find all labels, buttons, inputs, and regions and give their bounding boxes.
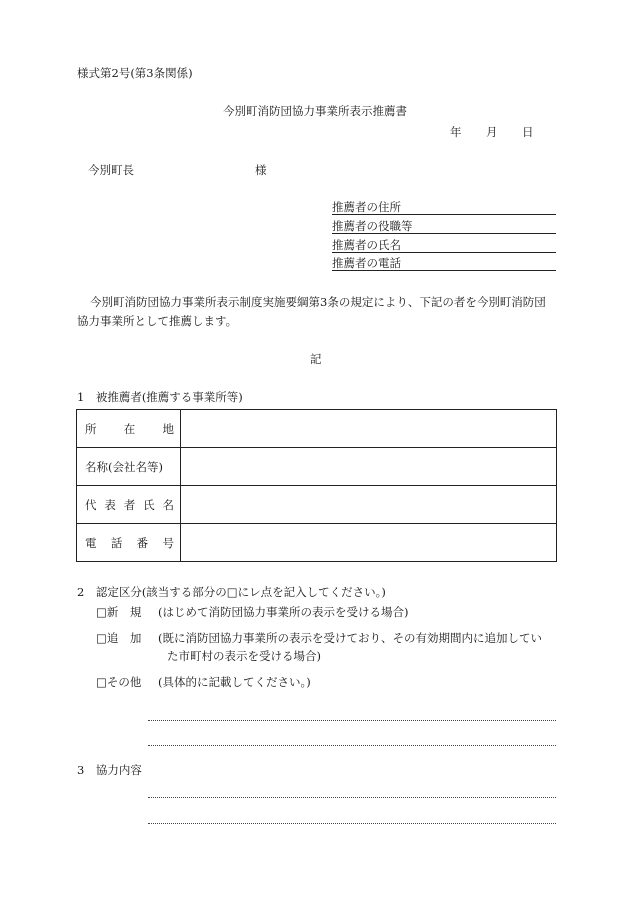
label-cell bbox=[77, 524, 181, 562]
date-day: 日 bbox=[522, 125, 534, 139]
option-add-label: 追 加 bbox=[106, 631, 142, 645]
section-1-heading: 1 被推薦者(推薦する事業所等) bbox=[77, 390, 243, 404]
recommender-address-label: 推薦者の住所 bbox=[332, 200, 401, 214]
table-row bbox=[77, 524, 557, 562]
label-char: 表 bbox=[104, 497, 116, 512]
label-char: 名 bbox=[162, 497, 174, 512]
recommender-phone-field[interactable] bbox=[332, 256, 556, 271]
checkbox-new[interactable]: □ bbox=[96, 605, 107, 619]
label-cell bbox=[77, 486, 181, 524]
form-number: 様式第2号(第3条関係) bbox=[77, 66, 193, 80]
other-detail-line-2[interactable] bbox=[148, 745, 556, 746]
label-char: 番 bbox=[136, 535, 149, 550]
ki-heading: 記 bbox=[310, 352, 322, 366]
table-row bbox=[77, 486, 557, 524]
label-char: 地 bbox=[162, 421, 174, 436]
table-row bbox=[77, 448, 557, 486]
other-detail-line-1[interactable] bbox=[148, 720, 556, 721]
recommender-name-field[interactable] bbox=[332, 238, 556, 253]
option-other bbox=[96, 675, 141, 689]
label-location bbox=[77, 421, 180, 437]
recommender-address-field[interactable] bbox=[332, 200, 556, 215]
date-year: 年 bbox=[450, 125, 462, 139]
option-add-desc-cont: た市町村の表示を受ける場合) bbox=[167, 649, 321, 663]
recommender-phone-label: 推薦者の電話 bbox=[332, 256, 401, 270]
company-name-input-cell[interactable] bbox=[181, 448, 557, 486]
recommender-position-label: 推薦者の役職等 bbox=[332, 219, 413, 233]
label-text: 名称(会社名等) bbox=[85, 459, 163, 474]
label-representative bbox=[77, 497, 180, 513]
body-text-line-2: 協力事業所として推薦します。 bbox=[77, 314, 238, 328]
addressee-name: 今別町長 bbox=[88, 163, 134, 177]
section-2-heading: 2 認定区分(該当する部分の□にレ点を記入してください。) bbox=[77, 585, 386, 599]
table-row bbox=[77, 410, 557, 448]
phone-input-cell[interactable] bbox=[181, 524, 557, 562]
option-other-desc: (具体的に記載してください。) bbox=[158, 675, 311, 689]
date-month: 月 bbox=[486, 125, 498, 139]
location-input-cell[interactable] bbox=[181, 410, 557, 448]
option-add-desc: (既に消防団協力事業所の表示を受けており、その有効期間内に追加してい bbox=[158, 631, 542, 645]
recommender-name-label: 推薦者の氏名 bbox=[332, 238, 401, 252]
label-char: 号 bbox=[162, 535, 174, 550]
label-char: 在 bbox=[123, 421, 136, 436]
label-cell bbox=[77, 448, 181, 486]
checkbox-other[interactable]: □ bbox=[96, 675, 107, 689]
option-new-label: 新 規 bbox=[106, 605, 142, 619]
label-company-name bbox=[77, 459, 180, 475]
addressee-honorific: 様 bbox=[255, 163, 267, 177]
checkbox-add[interactable]: □ bbox=[96, 631, 107, 645]
label-char: 所 bbox=[85, 421, 97, 436]
recommender-position-field[interactable] bbox=[332, 219, 556, 234]
option-new-desc: (はじめて消防団協力事業所の表示を受ける場合) bbox=[158, 605, 409, 619]
label-char: 者 bbox=[123, 497, 136, 512]
body-text-line-1: 今別町消防団協力事業所表示制度実施要綱第3条の規定により、下記の者を今別町消防団 bbox=[90, 295, 546, 309]
label-char: 電 bbox=[85, 535, 97, 550]
label-cell bbox=[77, 410, 181, 448]
label-char: 代 bbox=[85, 497, 97, 512]
label-char: 氏 bbox=[143, 497, 155, 512]
document-title: 今別町消防団協力事業所表示推薦書 bbox=[223, 104, 407, 118]
section-3-heading: 3 協力内容 bbox=[77, 763, 142, 777]
option-other-label: その他 bbox=[106, 675, 142, 689]
cooperation-line-1[interactable] bbox=[148, 797, 556, 798]
nominee-table bbox=[76, 409, 557, 562]
cooperation-line-2[interactable] bbox=[148, 823, 556, 824]
option-new bbox=[96, 605, 141, 619]
representative-input-cell[interactable] bbox=[181, 486, 557, 524]
label-phone bbox=[77, 535, 180, 551]
label-char: 話 bbox=[110, 535, 123, 550]
option-add bbox=[96, 631, 141, 645]
